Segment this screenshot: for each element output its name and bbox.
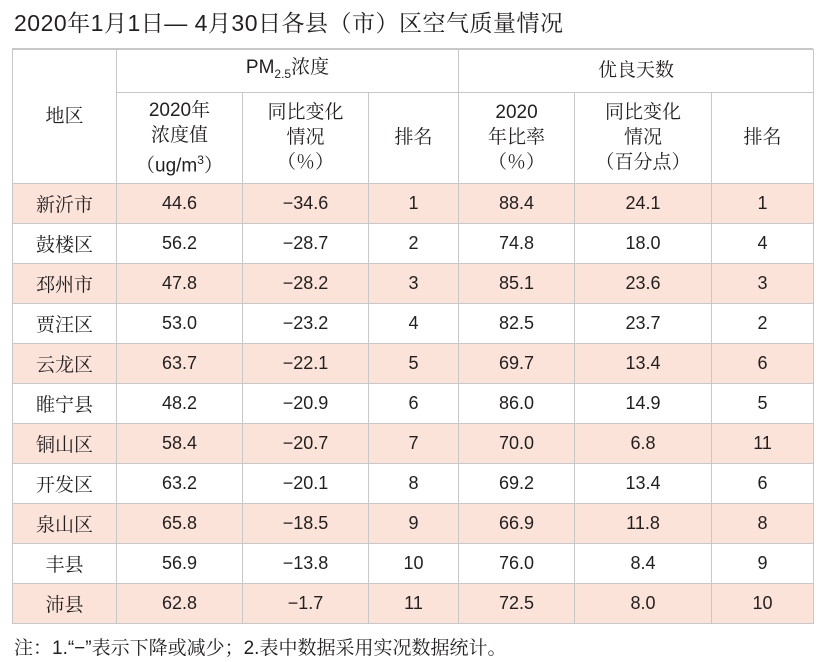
cell-days-change: 18.0 bbox=[575, 224, 712, 264]
cell-pm25-change: −13.8 bbox=[243, 544, 369, 584]
cell-days-change: 24.1 bbox=[575, 184, 712, 224]
cell-region: 云龙区 bbox=[13, 344, 117, 384]
cell-region: 丰县 bbox=[13, 544, 117, 584]
cell-pm25-value: 53.0 bbox=[117, 304, 243, 344]
pm25-unit-close: ） bbox=[203, 155, 223, 177]
cell-region: 睢宁县 bbox=[13, 384, 117, 424]
column-header-good-days: 优良天数 bbox=[459, 50, 814, 93]
table-header bbox=[13, 50, 814, 184]
cell-pm25-change: −28.7 bbox=[243, 224, 369, 264]
cell-pm25-rank: 9 bbox=[369, 504, 459, 544]
air-quality-table bbox=[12, 49, 814, 624]
cell-pm25-value: 56.2 bbox=[117, 224, 243, 264]
cell-pm25-change: −20.9 bbox=[243, 384, 369, 424]
cell-days-rank: 3 bbox=[712, 264, 814, 304]
cell-days-rate: 85.1 bbox=[459, 264, 575, 304]
cell-pm25-rank: 1 bbox=[369, 184, 459, 224]
column-header-days-rank: 排名 bbox=[712, 92, 814, 183]
cell-pm25-rank: 4 bbox=[369, 304, 459, 344]
cell-days-change: 11.8 bbox=[575, 504, 712, 544]
cell-days-change: 23.6 bbox=[575, 264, 712, 304]
cell-pm25-rank: 6 bbox=[369, 384, 459, 424]
cell-pm25-value: 58.4 bbox=[117, 424, 243, 464]
cell-region: 泉山区 bbox=[13, 504, 117, 544]
pm25-change-line3: （％） bbox=[276, 152, 334, 174]
cell-pm25-change: −20.1 bbox=[243, 464, 369, 504]
cell-days-rank: 10 bbox=[712, 584, 814, 624]
cell-pm25-rank: 3 bbox=[369, 264, 459, 304]
cell-pm25-value: 56.9 bbox=[117, 544, 243, 584]
cell-days-rate: 70.0 bbox=[459, 424, 575, 464]
cell-region: 新沂市 bbox=[13, 184, 117, 224]
cell-pm25-value: 63.7 bbox=[117, 344, 243, 384]
pm25-change-line1: 同比变化 bbox=[267, 102, 344, 124]
table-row bbox=[13, 344, 814, 384]
cell-days-rank: 1 bbox=[712, 184, 814, 224]
pm25-label-suffix: 浓度 bbox=[291, 57, 330, 78]
page-title: 2020年1月1日— 4月30日各县（市）区空气质量情况 bbox=[14, 10, 564, 36]
cell-region: 邳州市 bbox=[13, 264, 117, 304]
table-row bbox=[13, 544, 814, 584]
cell-days-rate: 66.9 bbox=[459, 504, 575, 544]
days-rate-line1: 2020 bbox=[495, 102, 538, 124]
days-rate-line2: 年比率 bbox=[488, 127, 546, 149]
cell-days-rate: 72.5 bbox=[459, 584, 575, 624]
column-header-pm25-rank: 排名 bbox=[369, 92, 459, 183]
cell-days-rank: 9 bbox=[712, 544, 814, 584]
table-note: 注：1.“−”表示下降或减少；2.表中数据采用实况数据统计。 bbox=[14, 638, 507, 660]
cell-pm25-rank: 8 bbox=[369, 464, 459, 504]
table-row bbox=[13, 464, 814, 504]
cell-pm25-value: 44.6 bbox=[117, 184, 243, 224]
cell-days-rank: 6 bbox=[712, 464, 814, 504]
pm25-label-prefix: PM bbox=[245, 57, 275, 78]
cell-pm25-change: −1.7 bbox=[243, 584, 369, 624]
cell-days-rank: 4 bbox=[712, 224, 814, 264]
table-row bbox=[13, 184, 814, 224]
table-row bbox=[13, 584, 814, 624]
cell-pm25-change: −18.5 bbox=[243, 504, 369, 544]
table-row bbox=[13, 384, 814, 424]
cell-pm25-rank: 5 bbox=[369, 344, 459, 384]
cell-days-change: 13.4 bbox=[575, 464, 712, 504]
pm25-label-subscript: 2.5 bbox=[274, 66, 292, 81]
cell-pm25-value: 62.8 bbox=[117, 584, 243, 624]
cell-region: 鼓楼区 bbox=[13, 224, 117, 264]
table-row bbox=[13, 264, 814, 304]
cell-days-rank: 8 bbox=[712, 504, 814, 544]
cell-days-rate: 86.0 bbox=[459, 384, 575, 424]
column-header-days-rate bbox=[459, 92, 575, 183]
cell-pm25-value: 63.2 bbox=[117, 464, 243, 504]
table-header-sub-row bbox=[13, 92, 814, 183]
cell-days-rank: 5 bbox=[712, 384, 814, 424]
pm25-value-line1: 2020年 bbox=[148, 99, 211, 121]
table-row bbox=[13, 424, 814, 464]
cell-days-rank: 6 bbox=[712, 344, 814, 384]
cell-days-change: 23.7 bbox=[575, 304, 712, 344]
days-change-line1: 同比变化 bbox=[605, 102, 682, 124]
table-row bbox=[13, 304, 814, 344]
pm25-unit-exponent: 3 bbox=[197, 152, 204, 167]
cell-days-rate: 69.7 bbox=[459, 344, 575, 384]
cell-pm25-change: −20.7 bbox=[243, 424, 369, 464]
cell-region: 铜山区 bbox=[13, 424, 117, 464]
cell-pm25-rank: 2 bbox=[369, 224, 459, 264]
days-change-line3: （百分点） bbox=[595, 152, 691, 174]
cell-days-rate: 69.2 bbox=[459, 464, 575, 504]
cell-days-rank: 2 bbox=[712, 304, 814, 344]
cell-days-change: 13.4 bbox=[575, 344, 712, 384]
cell-pm25-rank: 10 bbox=[369, 544, 459, 584]
cell-pm25-change: −34.6 bbox=[243, 184, 369, 224]
table-body bbox=[13, 184, 814, 624]
cell-region: 开发区 bbox=[13, 464, 117, 504]
table-row bbox=[13, 224, 814, 264]
pm25-unit-open: （ug/m bbox=[136, 155, 198, 177]
cell-days-rank: 11 bbox=[712, 424, 814, 464]
column-header-pm25-value bbox=[117, 92, 243, 183]
cell-region: 贾汪区 bbox=[13, 304, 117, 344]
cell-pm25-change: −28.2 bbox=[243, 264, 369, 304]
cell-pm25-rank: 7 bbox=[369, 424, 459, 464]
cell-pm25-value: 65.8 bbox=[117, 504, 243, 544]
days-change-line2: 情况 bbox=[624, 127, 663, 149]
cell-days-change: 14.9 bbox=[575, 384, 712, 424]
table-header-group-row bbox=[13, 50, 814, 93]
cell-days-rate: 76.0 bbox=[459, 544, 575, 584]
cell-days-rate: 74.8 bbox=[459, 224, 575, 264]
pm25-value-line3 bbox=[119, 148, 240, 178]
table-row bbox=[13, 504, 814, 544]
cell-days-rate: 82.5 bbox=[459, 304, 575, 344]
cell-days-change: 6.8 bbox=[575, 424, 712, 464]
cell-pm25-value: 47.8 bbox=[117, 264, 243, 304]
cell-region: 沛县 bbox=[13, 584, 117, 624]
cell-pm25-change: −22.1 bbox=[243, 344, 369, 384]
cell-days-change: 8.0 bbox=[575, 584, 712, 624]
column-header-days-change bbox=[575, 92, 712, 183]
column-header-region: 地区 bbox=[13, 50, 117, 184]
pm25-change-line2: 情况 bbox=[286, 127, 325, 149]
days-rate-line3: （％） bbox=[488, 152, 546, 174]
column-header-pm25 bbox=[117, 50, 459, 93]
pm25-value-line2: 浓度值 bbox=[150, 124, 208, 146]
cell-days-change: 8.4 bbox=[575, 544, 712, 584]
cell-pm25-rank: 11 bbox=[369, 584, 459, 624]
cell-pm25-value: 48.2 bbox=[117, 384, 243, 424]
cell-days-rate: 88.4 bbox=[459, 184, 575, 224]
cell-pm25-change: −23.2 bbox=[243, 304, 369, 344]
column-header-pm25-change bbox=[243, 92, 369, 183]
